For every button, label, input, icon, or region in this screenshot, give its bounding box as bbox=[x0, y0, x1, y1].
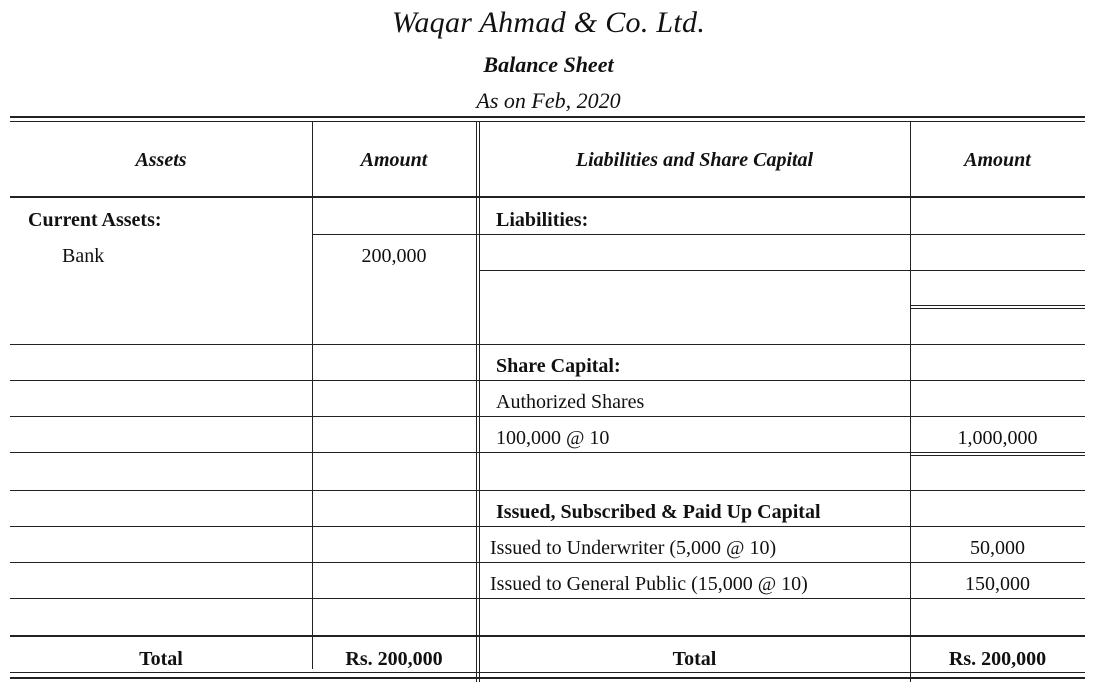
document-title: Balance Sheet bbox=[483, 52, 614, 77]
asset-bank-amount: 200,000 bbox=[361, 245, 427, 267]
issued-public-label: Issued to General Public (15,000 @ 10) bbox=[490, 573, 808, 595]
total-assets-label: Total bbox=[139, 648, 183, 670]
rule-header bbox=[10, 196, 1085, 198]
rule-row-6 bbox=[10, 452, 910, 453]
authorized-shares-detail: 100,000 @ 10 bbox=[496, 427, 610, 449]
total-assets-amount: Rs. 200,000 bbox=[345, 648, 443, 670]
total-liabilities-amount: Rs. 200,000 bbox=[948, 648, 1047, 670]
balance-sheet-table bbox=[10, 116, 1085, 682]
authorized-shares-amount: 1,000,000 bbox=[957, 427, 1038, 449]
rule-amount-double-a bbox=[910, 305, 1085, 306]
col-divider-1 bbox=[312, 121, 313, 669]
asset-bank-label: Bank bbox=[62, 245, 105, 267]
header-liabilities-amount: Amount bbox=[964, 149, 1031, 171]
authorized-shares-label: Authorized Shares bbox=[496, 391, 645, 413]
issued-public-amount: 150,000 bbox=[965, 573, 1030, 595]
issued-underwriter-label: Issued to Underwriter (5,000 @ 10) bbox=[490, 537, 777, 559]
rule-amount-double-b bbox=[910, 308, 1085, 309]
header-assets: Assets bbox=[135, 149, 187, 171]
rule-total-top bbox=[10, 635, 1085, 637]
rule-row-2 bbox=[479, 270, 1085, 271]
share-capital-heading: Share Capital: bbox=[496, 355, 621, 377]
document-date: As on Feb, 2020 bbox=[476, 88, 621, 113]
current-assets-heading: Current Assets: bbox=[28, 209, 162, 231]
company-name: Waqar Ahmad & Co. Ltd. bbox=[391, 6, 706, 39]
issued-underwriter-amount: 50,000 bbox=[970, 537, 1025, 559]
rule-bottom-outer bbox=[10, 677, 1085, 679]
rule-row-3 bbox=[10, 344, 1085, 345]
rule-top-inner bbox=[10, 121, 1085, 122]
header-assets-amount: Amount bbox=[360, 149, 428, 171]
rule-row-1 bbox=[312, 234, 1085, 235]
liabilities-heading: Liabilities: bbox=[496, 209, 589, 231]
issued-capital-heading: Issued, Subscribed & Paid Up Capital bbox=[496, 501, 821, 523]
header-liabilities: Liabilities and Share Capital bbox=[575, 149, 814, 171]
rule-top-outer bbox=[10, 116, 1085, 118]
total-liabilities-label: Total bbox=[672, 648, 717, 670]
rule-row-7 bbox=[10, 490, 1085, 491]
